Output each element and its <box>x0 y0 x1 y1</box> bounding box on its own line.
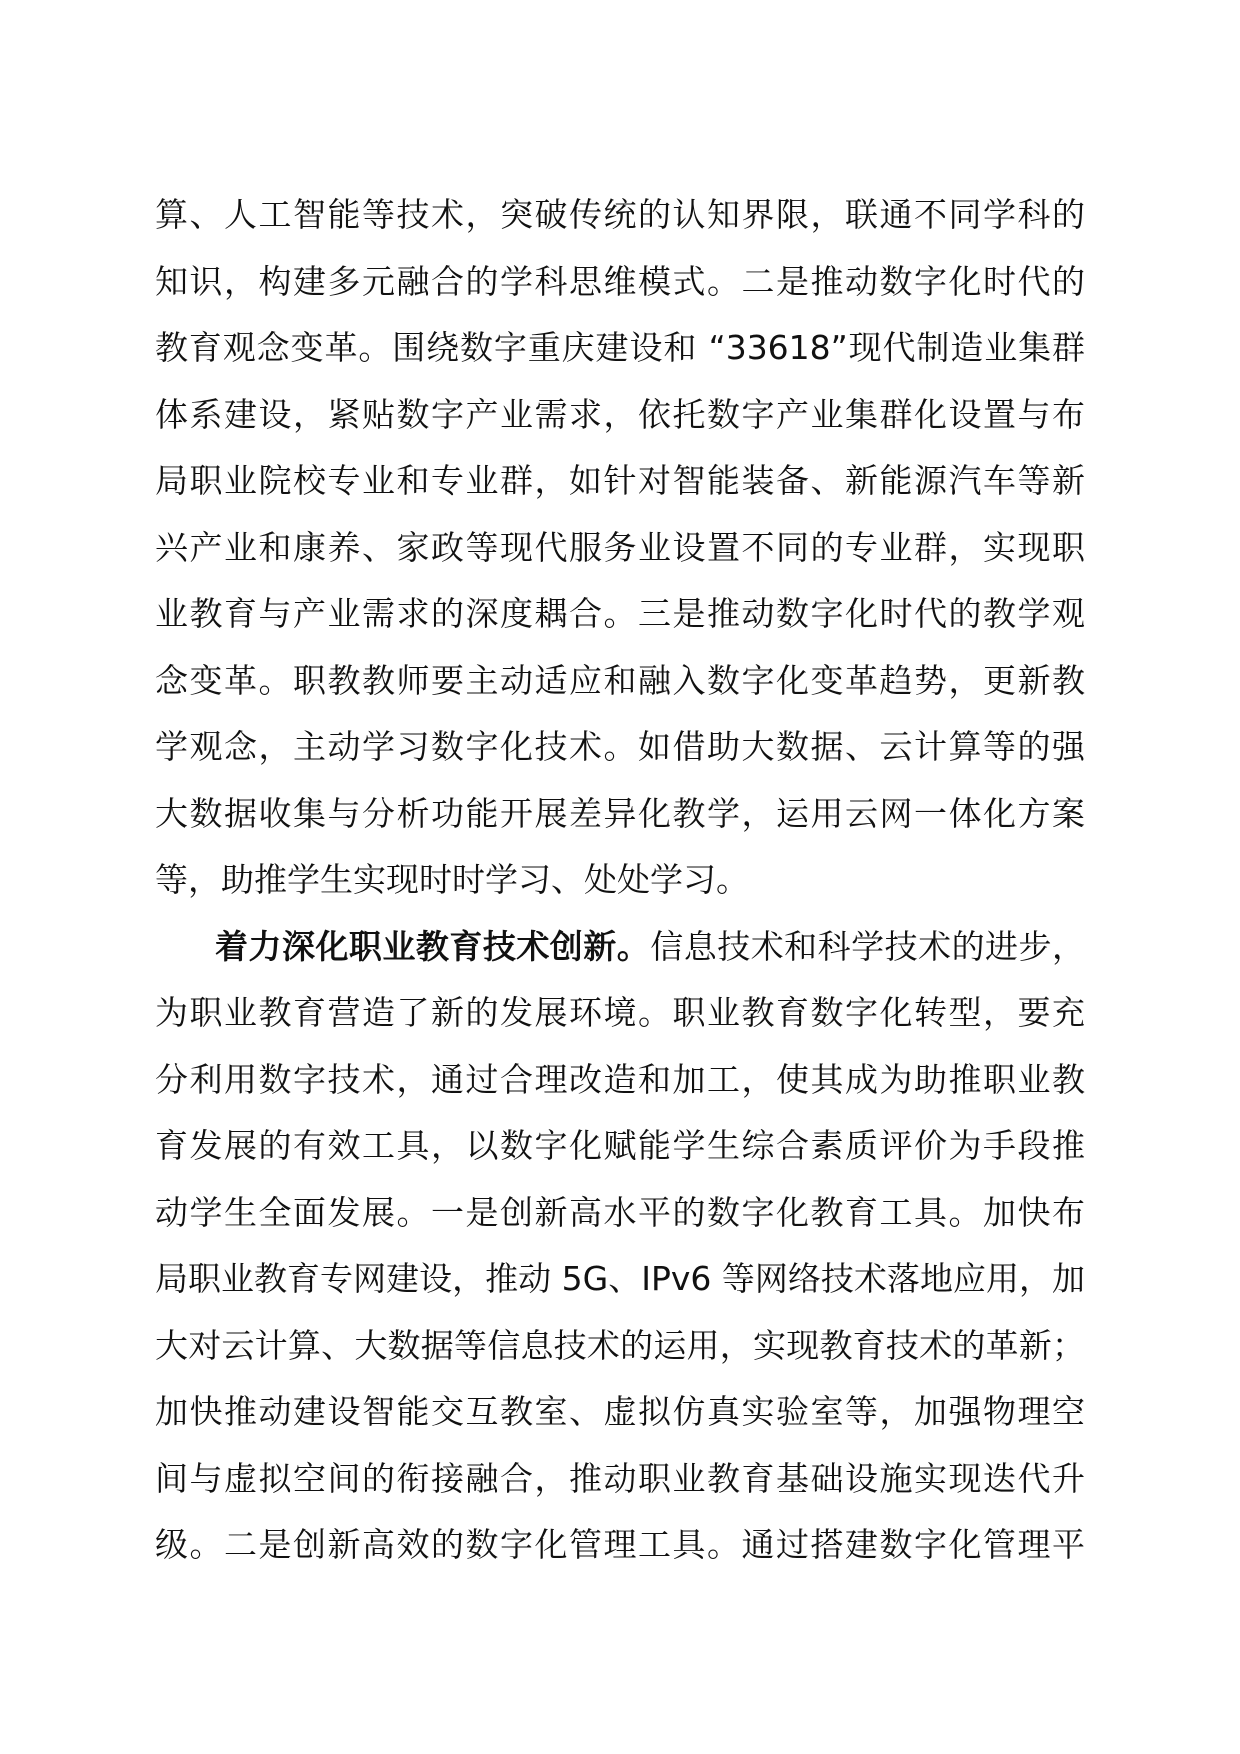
text-line: 大数据收集与分析功能开展差异化教学，运用云网一体化方案 <box>155 793 1085 833</box>
text-line: 局职业院校专业和专业群，如针对智能装备、新能源汽车等新 <box>155 461 1085 500</box>
text-line: 动学生全面发展。一是创新高水平的数字化教育工具。加快布 <box>155 1192 1085 1232</box>
text-line: 算、人工智能等技术，突破传统的认知界限，联通不同学科的 <box>155 195 1085 234</box>
text-run: 信息技术和科学技术的进步， <box>650 926 1086 966</box>
text-line: 局职业教育专网建设，推动 5G、IPv6 等网络技术落地应用，加 <box>155 1259 1085 1298</box>
text-line: 为职业教育营造了新的发展环境。职业教育数字化转型，要充 <box>155 993 1085 1032</box>
text-line: 等，助推学生实现时时学习、处处学习。 <box>155 860 749 899</box>
text-line: 间与虚拟空间的衔接融合，推动职业教育基础设施实现迭代升 <box>155 1458 1085 1498</box>
paragraph-2 <box>155 914 1085 1579</box>
text-line: 大对云计算、大数据等信息技术的运用，实现教育技术的革新； <box>155 1325 1085 1365</box>
text-line: 分利用数字技术，通过合理改造和加工，使其成为助推职业教 <box>155 1059 1085 1099</box>
paragraph-1 <box>155 182 1085 914</box>
text-line: 加快推动建设智能交互教室、虚拟仿真实验室等，加强物理空 <box>155 1392 1085 1431</box>
text-line: 知识，构建多元融合的学科思维模式。二是推动数字化时代的 <box>155 261 1085 301</box>
text-line: 学观念，主动学习数字化技术。如借助大数据、云计算等的强 <box>155 727 1085 766</box>
text-line: 体系建设，紧贴数字产业需求，依托数字产业集群化设置与布 <box>155 394 1085 434</box>
paragraph-first-line <box>155 914 1085 981</box>
text-line: 教育观念变革。围绕数字重庆建设和 “33618”现代制造业集群 <box>155 328 1085 367</box>
text-line: 业教育与产业需求的深度耦合。三是推动数字化时代的教学观 <box>155 594 1085 633</box>
body-text <box>155 182 1085 1579</box>
text-line: 育发展的有效工具，以数字化赋能学生综合素质评价为手段推 <box>155 1126 1085 1165</box>
text-line: 兴产业和康养、家政等现代服务业设置不同的专业群，实现职 <box>155 527 1085 567</box>
paragraph-heading: 着力深化职业教育技术创新。 <box>215 926 651 966</box>
text-line: 级。二是创新高效的数字化管理工具。通过搭建数字化管理平 <box>155 1525 1085 1564</box>
text-line: 念变革。职教教师要主动适应和融入数字化变革趋势，更新教 <box>155 660 1085 700</box>
